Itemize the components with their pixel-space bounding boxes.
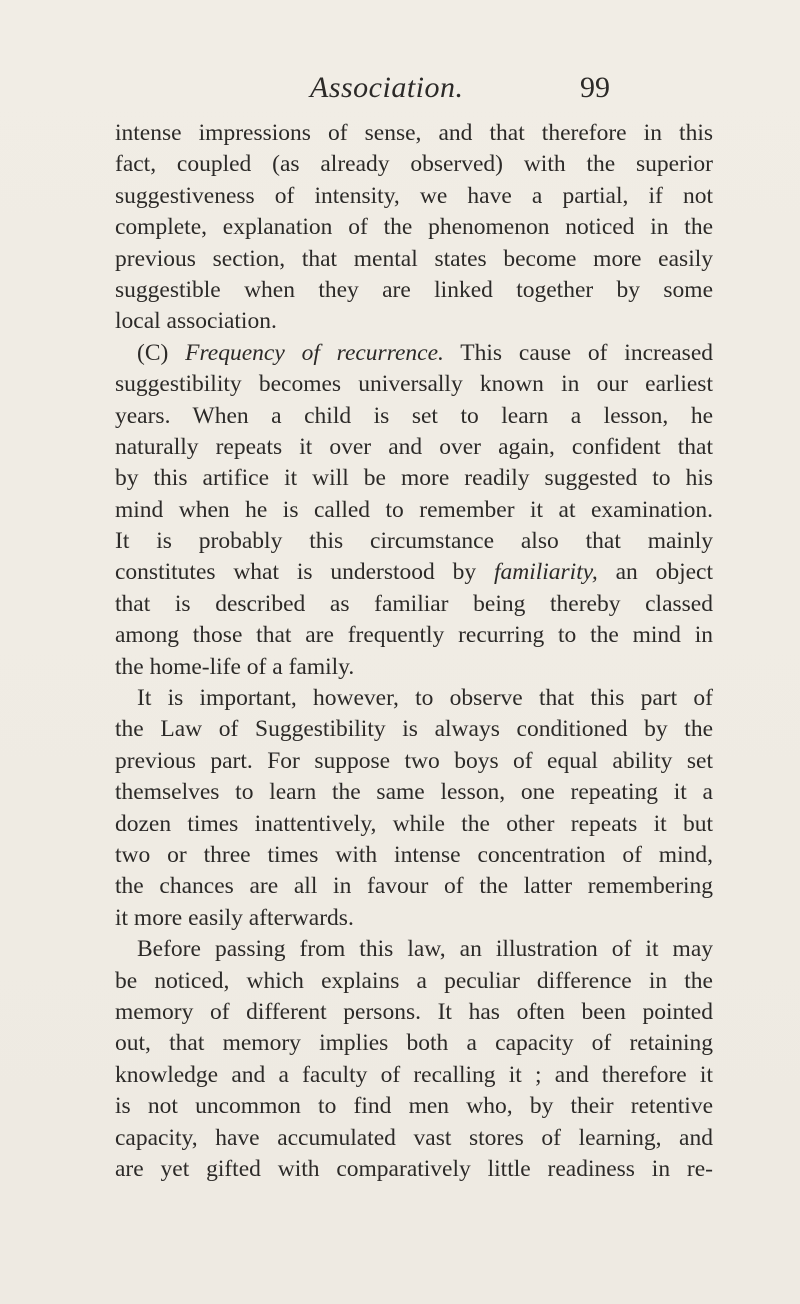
- text-line: out, that memory implies both a capacity of retaining: [115, 1030, 713, 1057]
- text-line-with-italic: [115, 557, 713, 588]
- text-line: the Law of Suggestibility is always conditioned by the: [115, 716, 713, 743]
- text-line: the chances are all in favour of the latter remembering: [115, 873, 713, 900]
- text-line: it more easily afterwards.: [115, 904, 354, 931]
- text-line: suggestible when they are linked together by some: [115, 276, 713, 303]
- text-fragment: This cause of increased: [460, 339, 714, 366]
- text-line: dozen times inattentively, while the other repeats it but: [115, 810, 713, 837]
- text-line: It is probably this circumstance also that mainly: [115, 528, 713, 555]
- text-fragment: an object: [615, 559, 714, 586]
- text-line: It is important, however, to observe that this part of: [137, 685, 713, 712]
- text-line: two or three times with intense concentration of mind,: [115, 841, 713, 868]
- running-head: [0, 68, 800, 108]
- text-line: is not uncommon to find men who, by their retentive: [115, 1093, 713, 1120]
- text-line: suggestibility becomes universally known in our earliest: [115, 371, 713, 398]
- text-line: Before passing from this law, an illustration of it may: [137, 936, 713, 963]
- text-line: by this artifice it will be more readily suggested to his: [115, 465, 713, 492]
- text-line: mind when he is called to remember it at examination.: [115, 496, 713, 523]
- text-line: previous section, that mental states become more easily: [115, 245, 713, 272]
- text-line: the home-life of a family.: [115, 653, 355, 680]
- italic-term: familiarity,: [493, 559, 598, 586]
- page-number: 99: [580, 71, 610, 104]
- text-line: be noticed, which explains a peculiar difference in the: [115, 967, 713, 994]
- text-line-heading: [115, 338, 713, 369]
- text-line: suggestiveness of intensity, we have a partial, if not: [115, 182, 713, 209]
- text-line: previous part. For suppose two boys of equal ability set: [115, 747, 713, 774]
- body-text: [115, 118, 713, 1185]
- text-line: local association.: [115, 308, 277, 335]
- text-line: among those that are frequently recurring to the mind in: [115, 622, 713, 649]
- text-line: are yet gifted with comparatively little readiness in re-: [115, 1155, 713, 1182]
- text-line: knowledge and a faculty of recalling it ; and therefore it: [115, 1061, 713, 1088]
- text-fragment: constitutes what is understood by: [115, 559, 477, 586]
- text-line: complete, explanation of the phenomenon noticed in the: [115, 214, 713, 241]
- text-line: that is described as familiar being thereby classed: [115, 590, 713, 617]
- section-heading-italic: Frequency of recurrence.: [185, 339, 444, 366]
- text-line: intense impressions of sense, and that therefore in this: [115, 120, 713, 146]
- text-line: naturally repeats it over and over again, confident that: [115, 433, 713, 460]
- section-marker: (C): [137, 339, 169, 366]
- text-line: years. When a child is set to learn a lesson, he: [115, 402, 713, 429]
- text-line: memory of different persons. It has often been pointed: [115, 998, 713, 1025]
- running-title: Association.: [310, 71, 464, 104]
- text-line: fact, coupled (as already observed) with the superior: [115, 151, 713, 178]
- text-line: themselves to learn the same lesson, one repeating it a: [115, 779, 713, 806]
- text-line: capacity, have accumulated vast stores of learning, and: [115, 1124, 713, 1151]
